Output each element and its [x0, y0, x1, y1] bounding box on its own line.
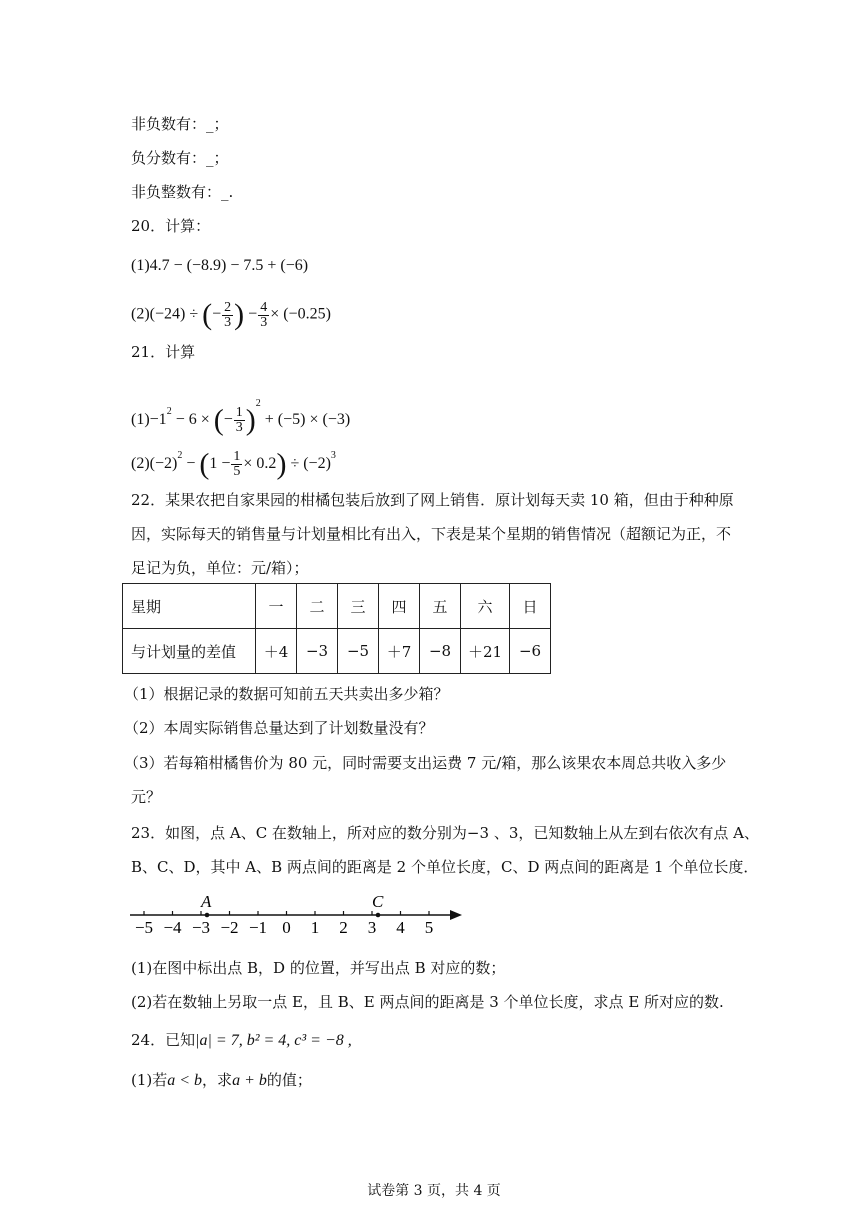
point-label-a: A: [201, 893, 212, 911]
table-cell: 日: [510, 584, 551, 629]
line-negfrac: 负分数有：_；: [131, 149, 229, 167]
fraction: $\frac{4}{3}$: [260, 299, 268, 330]
line-nonneg-int: 非负整数有：_.: [131, 183, 234, 201]
axis-tick-label: −2: [220, 918, 239, 937]
q22-sub-2: （2）本周实际销售总量达到了计划数量没有？: [124, 719, 434, 737]
expr-part: × 0.2: [243, 455, 277, 472]
expr-part: × (−0.25): [270, 305, 331, 323]
sales-table: [122, 583, 551, 674]
q23-para-2: B、C、D，其中 A、B 两点间的距离是 2 个单位长度，C、D 两点间的距离是 1 个单位长度．: [131, 858, 759, 876]
expr-label: (1): [131, 257, 150, 274]
exponent: 2: [255, 398, 261, 409]
table-cell: ＋7: [379, 629, 420, 674]
table-cell: 六: [461, 584, 510, 629]
q24-sub-1: [131, 1070, 312, 1091]
fraction: $\frac{1}{5}$: [233, 448, 241, 479]
table-cell: −5: [338, 629, 379, 674]
line-nonneg: 非负数有：_；: [131, 115, 229, 133]
q20-expr-2: (2)(−24) ÷ (− $\frac{2}{3}$ ) − $\frac{4}{3}$ × (−0.25): [131, 298, 331, 331]
point-a-dot: [205, 913, 210, 918]
q24-line: [131, 1030, 352, 1051]
expr-body: 4.7 − (−8.9) − 7.5 + (−6): [149, 257, 309, 274]
q21-expr-1: $(1)-1^2 - 6$ × (− $\frac{1}{3}$ )$^2$ + (−5) × (−3): [131, 398, 351, 437]
table-cell: −3: [297, 629, 338, 674]
table-cell: 三: [338, 584, 379, 629]
q24-sub1-mid: ，求: [202, 1071, 233, 1089]
exponent: 2: [177, 450, 183, 461]
table-cell: 二: [297, 584, 338, 629]
q23-sub-1: (1)在图中标出点 B，D 的位置，并写出点 B 对应的数；: [131, 959, 506, 977]
table-cell: ＋4: [256, 629, 297, 674]
axis-tick-label: 4: [396, 918, 405, 937]
table-cell: 四: [379, 584, 420, 629]
expr-part: −1: [149, 411, 167, 428]
expr-label: (2): [131, 305, 150, 323]
table-cell: ＋21: [461, 629, 510, 674]
q22-para-3: 足记为负，单位：元/箱）；: [131, 559, 309, 577]
expr-part: + (−5) × (−3): [264, 411, 351, 428]
q22-para-1: 22．某果农把自家果园的柑橘包装后放到了网上销售．原计划每天卖 10 箱，但由于种种原: [131, 491, 734, 509]
expr-part: ÷ (−2): [290, 455, 331, 472]
expr-part: − 6 ×: [171, 411, 210, 428]
expr-label: (1): [131, 411, 150, 428]
axis-tick-label: 1: [310, 918, 320, 937]
table-cell: 五: [420, 584, 461, 629]
table-row: [123, 629, 551, 674]
table-header-cell: 星期: [123, 584, 256, 629]
table-row: [123, 584, 551, 629]
axis-tick-label: 2: [339, 918, 348, 937]
fraction: $\frac{2}{3}$: [224, 299, 232, 330]
q24-sub1-suffix: 的值；: [266, 1071, 312, 1089]
q24-condition: |a| = 7, b² = 4, c³ = −8 ,: [195, 1032, 352, 1049]
q22-sub-3b: 元？: [131, 788, 162, 806]
q24-prefix: 24．已知: [131, 1031, 196, 1049]
q24-sub1-prefix: (1)若: [131, 1071, 168, 1089]
fraction: $\frac{1}{3}$: [235, 404, 243, 435]
q22-para-2: 因，实际每天的销售量与计划量相比有出入，下表是某个星期的销售情况（超额记为正，不: [131, 525, 732, 543]
q20-expr-1: [131, 256, 308, 276]
exponent: 3: [330, 450, 336, 461]
q21-title: 21．计算: [131, 343, 196, 361]
page-footer: 试卷第 3 页，共 4 页: [367, 1183, 501, 1199]
table-cell: −6: [510, 629, 551, 674]
q22-sub-1: （1）根据记录的数据可知前五天共卖出多少箱？: [124, 685, 449, 703]
q24-sub1-condition: a < b: [167, 1072, 203, 1089]
expr-label: (2): [131, 455, 150, 472]
q20-title: 20．计算：: [131, 217, 211, 235]
table-cell: 一: [256, 584, 297, 629]
axis-tick-label: −5: [134, 918, 154, 937]
q23-para-1: 23．如图，点 A、C 在数轴上，所对应的数分别为−3 、3，已知数轴上从左到右依次有点 A、: [131, 824, 759, 842]
point-c-dot: [376, 913, 381, 918]
q24-sub1-expr: a + b: [232, 1072, 267, 1089]
q21-expr-2: $(2)(-2)^2 - (1$ − $\frac{1}{5}$ × $0.2) \div (-2)^3$: [131, 447, 336, 481]
table-cell: −8: [420, 629, 461, 674]
q23-sub-2: (2)若在数轴上另取一点 E，且 B、E 两点间的距离是 3 个单位长度，求点 E 所对应的数.: [131, 993, 724, 1011]
expr-part: (−24) ÷: [149, 305, 199, 323]
expr-part: (−2): [149, 455, 178, 472]
expr-part: −: [248, 305, 258, 323]
expr-part: −: [182, 455, 196, 472]
axis-tick-label: 5: [424, 918, 434, 937]
table-header-cell: 与计划量的差值: [123, 629, 256, 674]
axis-tick-label: −1: [248, 918, 268, 937]
axis-tick-label: −4: [163, 918, 182, 937]
axis-tick-label: 3: [367, 918, 377, 937]
number-line: [128, 893, 468, 939]
axis-tick-label: 0: [282, 918, 291, 937]
axis-tick-label: −3: [191, 918, 211, 937]
exponent: 2: [166, 406, 172, 417]
q22-sub-3a: （3）若每箱柑橘售价为 80 元，同时需要支出运费 7 元/箱，那么该果农本周总共收入多少: [124, 754, 727, 772]
expr-part: 1 −: [209, 455, 231, 472]
point-label-c: C: [372, 893, 384, 911]
